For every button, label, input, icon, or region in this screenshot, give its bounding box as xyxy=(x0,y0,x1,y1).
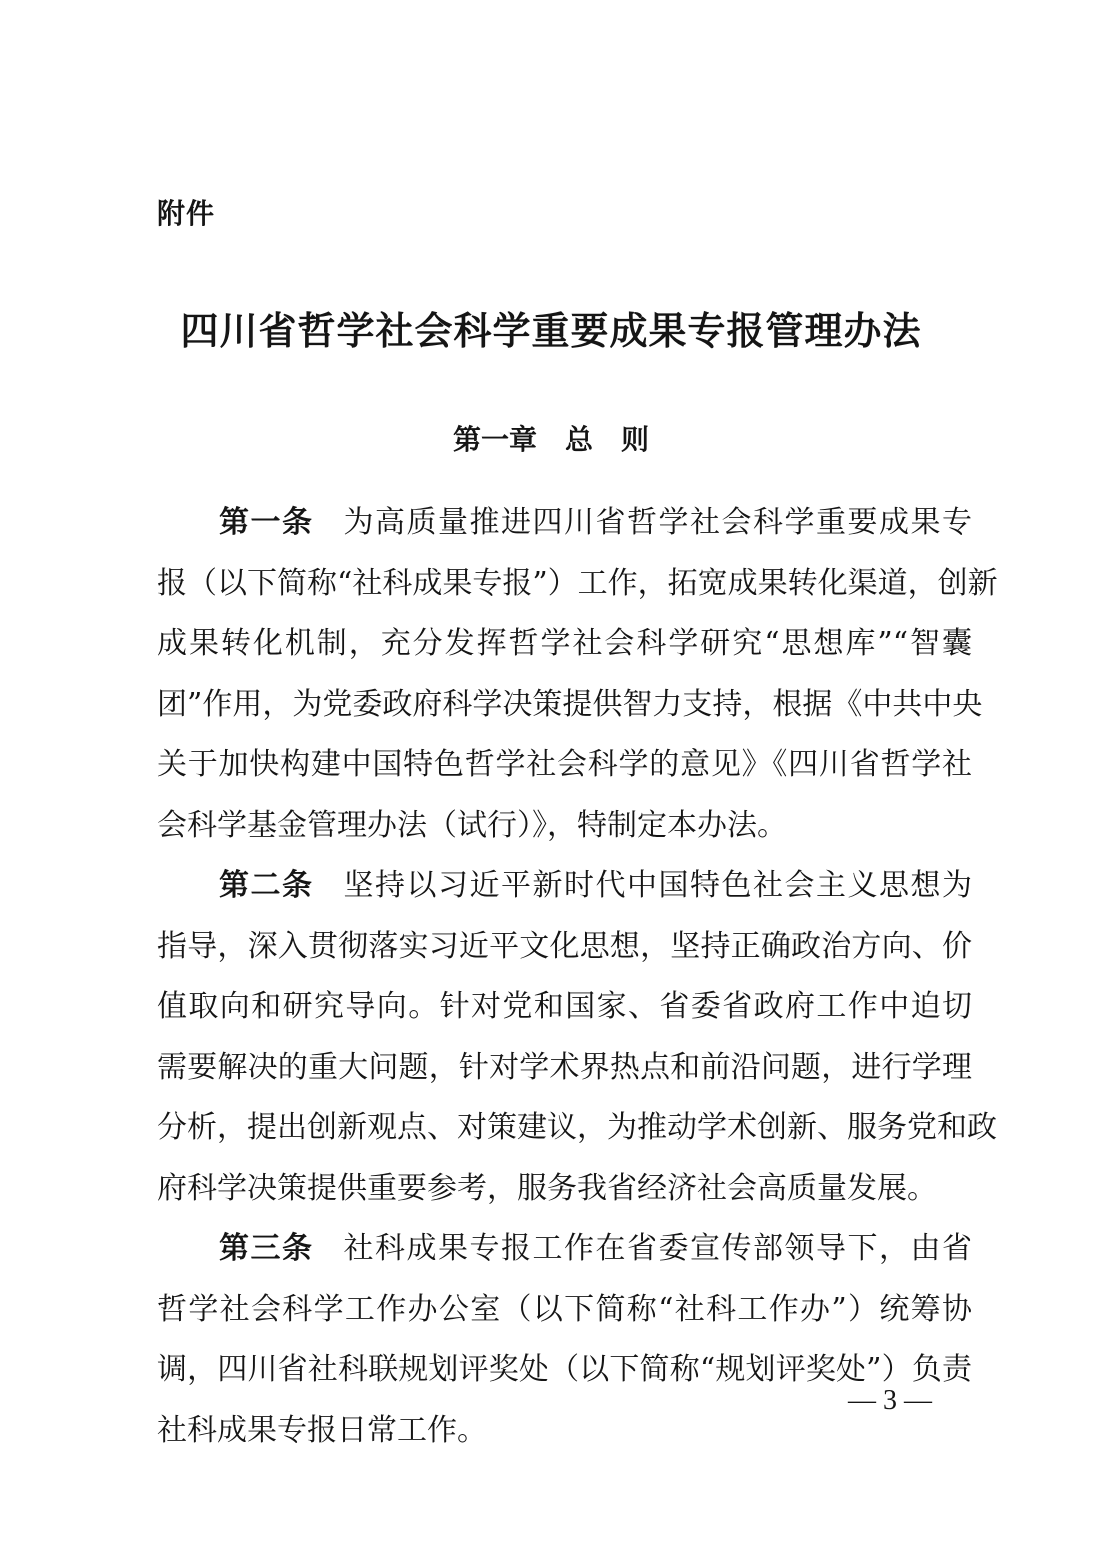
article-3-text: 社科成果专报工作在省委宣传部领导下，由省 xyxy=(343,1231,972,1266)
article-1-line-6: 会科学基金管理办法（试行）》，特制定本办法。 xyxy=(157,807,787,843)
article-2-line-1 xyxy=(157,856,972,917)
article-2-line-3: 值取向和研究导向。针对党和国家、省委省政府工作中迫切 xyxy=(157,989,972,1024)
document-title: 四川省哲学社会科学重要成果专报管理办法 xyxy=(180,308,922,353)
article-3-label: 第三条 xyxy=(219,1231,314,1266)
attachment-label: 附件 xyxy=(157,197,216,230)
article-3-line-1 xyxy=(157,1219,972,1280)
article-2-label: 第二条 xyxy=(219,868,314,903)
article-1-line-4: 团”作用，为党委政府科学决策提供智力支持，根据《中共中央 xyxy=(157,686,983,722)
article-3-line-4: 社科成果专报日常工作。 xyxy=(157,1412,487,1448)
page-number: — 3 — xyxy=(848,1385,932,1416)
article-3-line-3: 调，四川省社科联规划评奖处（以下简称“规划评奖处”）负责 xyxy=(157,1352,972,1387)
article-2-line-2: 指导，深入贯彻落实习近平文化思想，坚持正确政治方向、价 xyxy=(157,928,972,964)
article-1-line-1 xyxy=(157,493,972,554)
article-1-line-2: 报（以下简称“社科成果专报”）工作，拓宽成果转化渠道，创新 xyxy=(157,565,998,601)
article-1-text: 为高质量推进四川省哲学社会科学重要成果专 xyxy=(343,505,972,540)
article-2-line-6: 府科学决策提供重要参考，服务我省经济社会高质量发展。 xyxy=(157,1170,937,1206)
article-2-line-5: 分析，提出创新观点、对策建议，为推动学术创新、服务党和政 xyxy=(157,1110,997,1145)
article-1-line-5: 关于加快构建中国特色哲学社会科学的意见》《四川省哲学社 xyxy=(157,747,972,782)
article-1-label: 第一条 xyxy=(219,505,314,540)
article-2-line-4: 需要解决的重大问题，针对学术界热点和前沿问题，进行学理 xyxy=(157,1049,972,1085)
chapter-heading: 第一章 总 则 xyxy=(452,423,649,456)
document-body xyxy=(157,493,998,1461)
article-3-line-2: 哲学社会科学工作办公室（以下简称“社科工作办”）统筹协 xyxy=(157,1291,972,1327)
article-1-line-3: 成果转化机制，充分发挥哲学社会科学研究“思想库”“智囊 xyxy=(157,626,972,661)
article-2-text: 坚持以习近平新时代中国特色社会主义思想为 xyxy=(343,868,972,903)
